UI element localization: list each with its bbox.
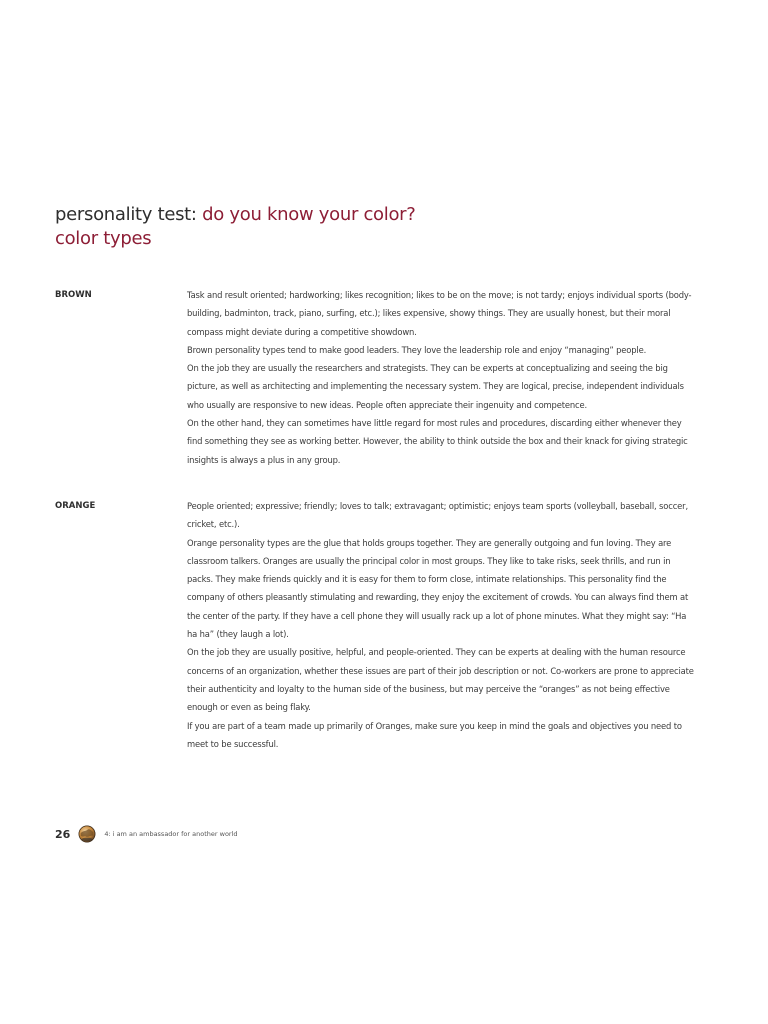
paragraph: On the job they are usually positive, helpful, and people-oriented. They can be experts at dealing with the human resource concerns of an organization, whether these issues are part of their job description or not. Co-workers are prone to appreciate their authenticity and loyalty to the human side of the business, but may perceive the “oranges” as not being effective enough or even as being flaky. — [187, 647, 694, 713]
heading-subtitle: color types — [55, 228, 152, 249]
section-label-orange: ORANGE — [55, 501, 96, 511]
heading-title — [55, 203, 715, 227]
heading-prefix: personality test: — [55, 204, 203, 225]
globe-logo-icon — [78, 825, 96, 843]
footer-chapter-title: 4: i am an ambassador for another world — [104, 830, 238, 838]
paragraph: Brown personality types tend to make good leaders. They love the leadership role and enjoy “managing” people. — [187, 344, 647, 355]
section-label-brown: BROWN — [55, 290, 92, 300]
section-body-brown — [187, 286, 697, 469]
paragraph: Orange personality types are the glue that holds groups together. They are generally outgoing and fun loving. They are classroom talkers. Oranges are usually the principal color in most groups. They like to take risks, seek thrills, and run in packs. They make friends quickly and it is easy for them to form close, intimate relationships. This personality find the company of others pleasantly stimulating and rewarding, they enjoy the excitement of crowds. You can always find them at the center of the party. If they have a cell phone they will usually rack up a lot of phone minutes. What they might say: “Ha ha ha” (they laugh a lot). — [187, 537, 689, 640]
paragraph: On the job they are usually the researchers and strategists. They can be experts at conceptualizing and seeing the big picture, as well as architecting and implementing the necessary system. They are logical, precise, independent individuals who usually are responsive to new ideas. People often appreciate their ingenuity and competence. — [187, 363, 684, 410]
page-heading — [55, 203, 715, 251]
page-footer — [55, 823, 238, 845]
heading-accent: do you know your color? — [202, 204, 416, 225]
section-body-orange — [187, 497, 697, 753]
paragraph: If you are part of a team made up primarily of Oranges, make sure you keep in mind the goals and objectives you need to meet to be successful. — [187, 720, 682, 749]
page-number: 26 — [55, 827, 71, 841]
paragraph: Task and result oriented; hardworking; likes recognition; likes to be on the move; is not tardy; enjoys individual sports (body-building, badminton, track, piano, surfing, etc.); likes expensive, showy things. They are usually honest, but their moral compass might deviate during a competitive showdown. — [187, 290, 692, 337]
paragraph: People oriented; expressive; friendly; loves to talk; extravagant; optimistic; enjoys team sports (volleyball, baseball, soccer, cricket, etc.). — [187, 501, 688, 530]
paragraph: On the other hand, they can sometimes have little regard for most rules and procedures, discarding either whenever they find something they see as working better. However, the ability to think outside the box and their knack for giving strategic insights is always a plus in any group. — [187, 418, 688, 465]
